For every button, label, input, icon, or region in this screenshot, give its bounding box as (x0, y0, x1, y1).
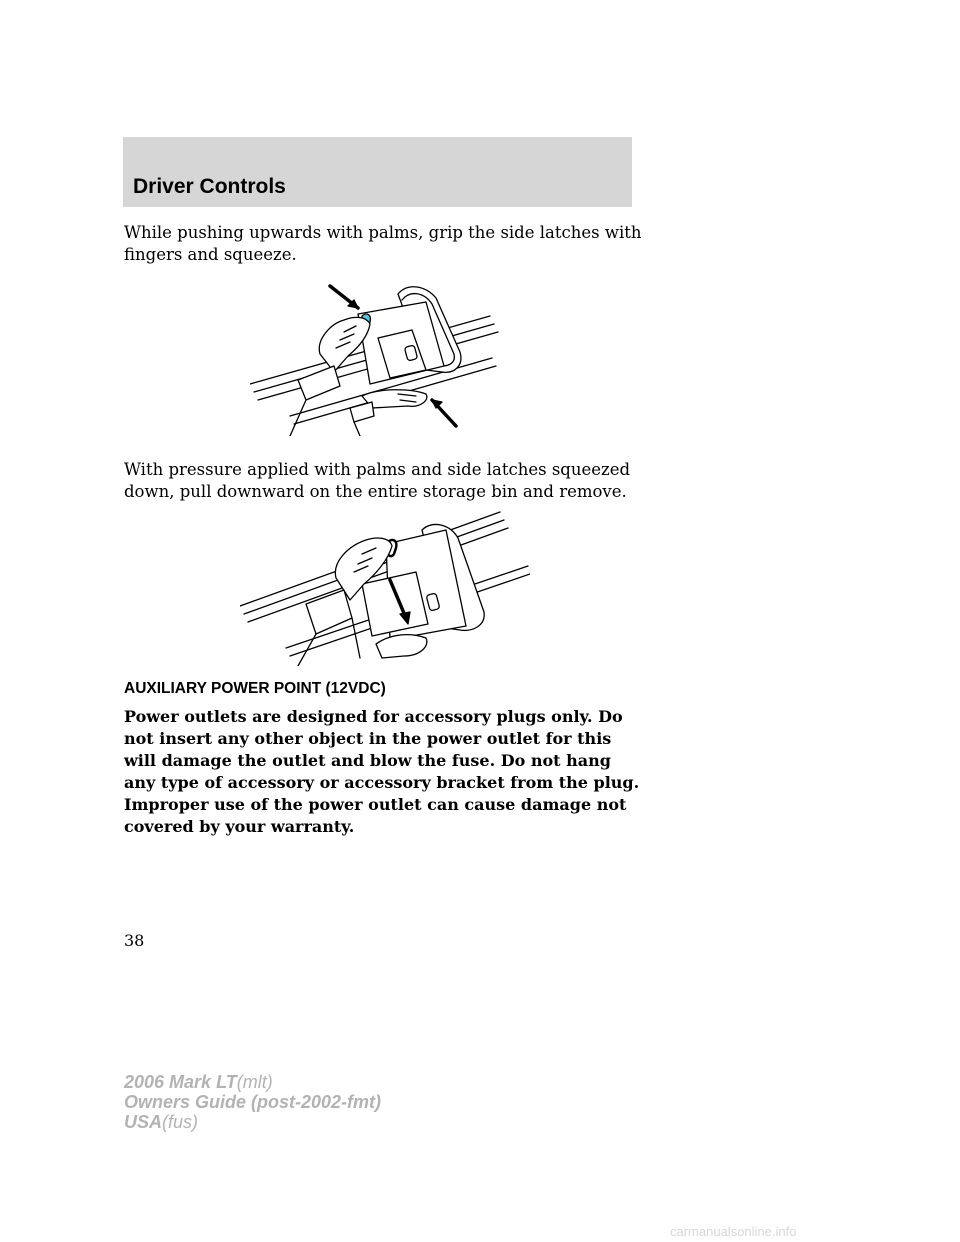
section-heading: AUXILIARY POWER POINT (12VDC) (124, 680, 386, 697)
step-1-text: While pushing upwards with palms, grip the side latches with fingers and squeeze. (124, 223, 642, 264)
step-2-text: With pressure applied with palms and side latches squeezed down, pull downward on the entire storage bin and remove. (124, 460, 631, 501)
section-title: Driver Controls (133, 175, 286, 198)
footer-model: 2006 Mark LT (124, 1072, 237, 1092)
footer-model-code: (mlt) (236, 1072, 273, 1092)
watermark: carmanualsonline.info (670, 1224, 797, 1239)
document-footer (124, 1072, 381, 1132)
bin-squeeze-illustration (250, 276, 500, 436)
page-number: 38 (124, 931, 145, 950)
footer-market: USA (124, 1112, 163, 1132)
power-outlet-warning: Power outlets are designed for accessory plugs only. Do not insert any other object in the power outlet for this will damage the outlet and blow the fuse. Do not hang any type of accessory or accessory bracket from the plug. Improper use of the power outlet can cause damage not covered by your warranty. (124, 707, 640, 836)
footer-guide: Owners Guide (post-2002-fmt) (124, 1092, 382, 1112)
bin-removal-illustration (240, 508, 530, 666)
footer-market-code: (fus) (162, 1112, 199, 1132)
section-header-band (123, 137, 632, 207)
